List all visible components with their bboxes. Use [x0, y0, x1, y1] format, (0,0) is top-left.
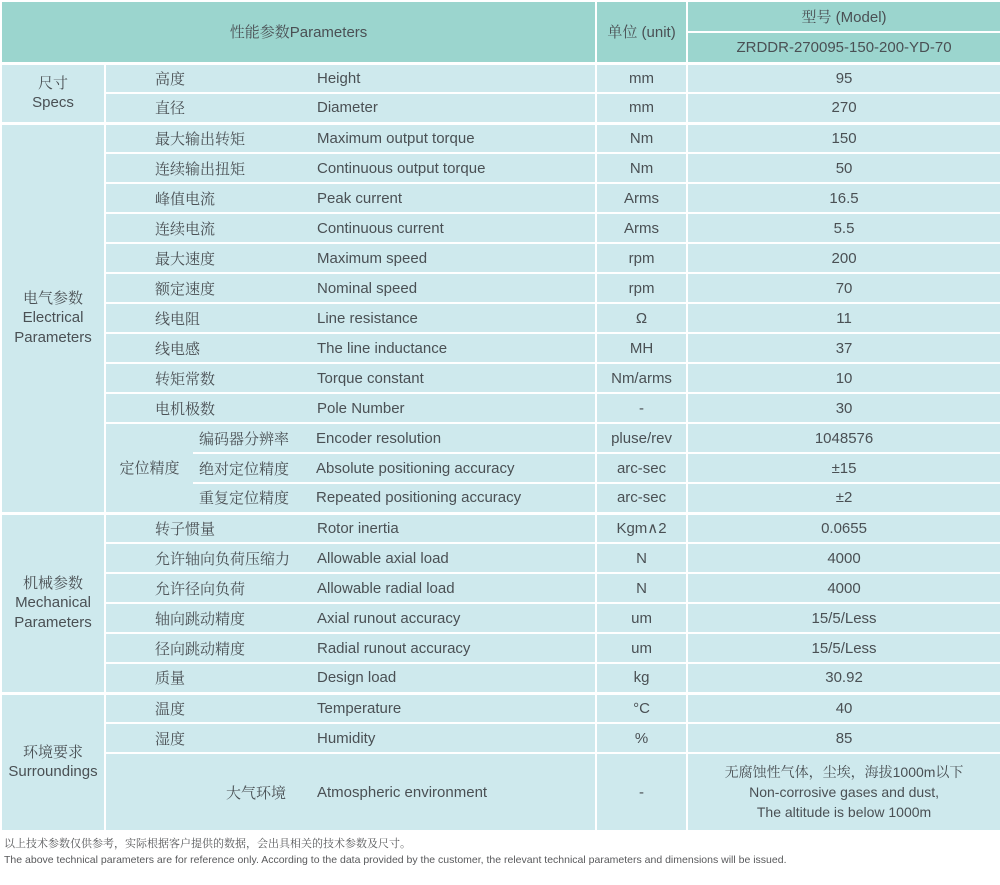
unit-cell: mm: [596, 63, 687, 93]
param-label-cn: 额定速度: [155, 280, 216, 298]
unit-cell: um: [596, 633, 687, 663]
value-cell: 270: [687, 93, 1000, 123]
unit-cell: °C: [596, 693, 687, 723]
param-label-en: Torque constant: [317, 369, 424, 387]
unit-cell: arc-sec: [596, 483, 687, 513]
value-cell: 150: [687, 123, 1000, 153]
unit-cell: Kgm∧2: [596, 513, 687, 543]
unit-cell: MH: [596, 333, 687, 363]
param-label-en: Allowable axial load: [317, 549, 449, 567]
value-cell: 200: [687, 243, 1000, 273]
model-number: ZRDDR-270095-150-200-YD-70: [687, 32, 1000, 63]
param-label-en: Diameter: [317, 99, 378, 117]
param-label-en: Continuous current: [317, 219, 444, 237]
param-label-en: Absolute positioning accuracy: [313, 453, 596, 483]
param-label-en: Temperature: [317, 699, 402, 717]
param-label-cn: 温度: [155, 700, 186, 718]
param-cell: [105, 753, 596, 831]
table-row-radial-runout-accuracy: [1, 633, 1000, 663]
unit-cell: kg: [596, 663, 687, 693]
footnote-chinese: 以上技术参数仅供参考，实际根据客户提供的数据，会出具相关的技术参数及尺寸。: [4, 838, 411, 850]
value-cell: 50: [687, 153, 1000, 183]
value-cell: 95: [687, 63, 1000, 93]
param-cell: [105, 333, 596, 363]
unit-cell: um: [596, 603, 687, 633]
table-row-diameter: [1, 93, 1000, 123]
param-label-en: Maximum output torque: [317, 129, 475, 147]
table-row-rotor-inertia: [1, 513, 1000, 543]
param-cell: [105, 393, 596, 423]
group-label-positioning-accuracy: 定位精度: [105, 423, 193, 513]
table-row-continuous-output-torque: [1, 153, 1000, 183]
param-cell: [105, 63, 596, 93]
footnotes: [0, 832, 1000, 868]
value-cell: 11: [687, 303, 1000, 333]
footnote-english: The above technical parameters are for reference only. According to the data provided by the customer, the relevant technical parameters and dimensions will be issued.: [4, 853, 787, 866]
unit-cell: pluse/rev: [596, 423, 687, 453]
table-row-line-resistance: [1, 303, 1000, 333]
table-row-pole-number: [1, 393, 1000, 423]
table-row-allowable-axial-load: [1, 543, 1000, 573]
param-label-en: Radial runout accuracy: [317, 639, 471, 657]
value-cell: ±2: [687, 483, 1000, 513]
value-cell: 10: [687, 363, 1000, 393]
value-cell: 5.5: [687, 213, 1000, 243]
unit-cell: Arms: [596, 213, 687, 243]
unit-cell: mm: [596, 93, 687, 123]
unit-cell: N: [596, 543, 687, 573]
param-label-cn: 质量: [155, 670, 186, 688]
param-label-cn: 编码器分辨率: [193, 423, 313, 453]
param-cell: [105, 363, 596, 393]
table-row-humidity: [1, 723, 1000, 753]
unit-cell: %: [596, 723, 687, 753]
param-label-cn: 最大速度: [155, 250, 216, 268]
value-cell: 4000: [687, 543, 1000, 573]
param-label-cn: 绝对定位精度: [193, 453, 313, 483]
value-cell: 15/5/Less: [687, 603, 1000, 633]
table-row-peak-current: [1, 183, 1000, 213]
param-cell: [105, 513, 596, 543]
param-label-cn: 线电感: [155, 340, 201, 358]
param-cell: [105, 303, 596, 333]
param-label-cn: 连续电流: [155, 220, 216, 238]
param-label-en: Line resistance: [317, 309, 418, 327]
param-label-cn: 大气环境: [226, 784, 287, 802]
header-parameters: 性能参数Parameters: [1, 1, 596, 63]
param-cell: [105, 603, 596, 633]
table-row-line-inductance: [1, 333, 1000, 363]
value-cell: 85: [687, 723, 1000, 753]
value-cell: 30.92: [687, 663, 1000, 693]
param-label-en: Continuous output torque: [317, 159, 486, 177]
value-cell: 40: [687, 693, 1000, 723]
param-label-en: Peak current: [317, 189, 403, 207]
param-label-cn: 重复定位精度: [193, 483, 313, 513]
param-label-en: Rotor inertia: [317, 519, 399, 537]
section-label-electrical: 电气参数 Electrical Parameters: [1, 123, 105, 513]
value-cell: 0.0655: [687, 513, 1000, 543]
value-cell: 70: [687, 273, 1000, 303]
param-label-cn: 转矩常数: [155, 370, 216, 388]
param-label-cn: 线电阻: [155, 310, 201, 328]
table-row-temperature: [1, 693, 1000, 723]
param-label-en: Humidity: [317, 729, 376, 747]
param-label-en: Nominal speed: [317, 279, 418, 297]
unit-cell: Ω: [596, 303, 687, 333]
unit-cell: Nm: [596, 123, 687, 153]
param-cell: [105, 93, 596, 123]
value-cell: 37: [687, 333, 1000, 363]
param-label-cn: 高度: [155, 70, 186, 88]
param-label-en: Encoder resolution: [313, 423, 596, 453]
unit-cell: -: [596, 753, 687, 831]
param-label-en: Maximum speed: [317, 249, 428, 267]
param-label-en: The line inductance: [317, 339, 448, 357]
value-cell: 4000: [687, 573, 1000, 603]
param-cell: [105, 243, 596, 273]
value-cell: 无腐蚀性气体，尘埃，海拔1000m以下 Non-corrosive gases and dust, The altitude is below 1000m: [687, 753, 1000, 831]
param-label-cn: 电机极数: [155, 400, 216, 418]
header-unit: 单位 (unit): [596, 1, 687, 63]
unit-cell: rpm: [596, 273, 687, 303]
unit-cell: Arms: [596, 183, 687, 213]
param-cell: [105, 183, 596, 213]
param-label-cn: 径向跳动精度: [155, 640, 246, 658]
param-label-en: Pole Number: [317, 399, 405, 417]
table-row-continuous-current: [1, 213, 1000, 243]
param-cell: [105, 633, 596, 663]
param-label-cn: 峰值电流: [155, 190, 216, 208]
table-row-atmospheric-environment: [1, 753, 1000, 831]
param-cell: [105, 543, 596, 573]
table-row-height: [1, 63, 1000, 93]
table-row-axial-runout-accuracy: [1, 603, 1000, 633]
value-cell: 15/5/Less: [687, 633, 1000, 663]
param-label-cn: 转子惯量: [155, 520, 216, 538]
param-cell: [105, 153, 596, 183]
unit-cell: Nm: [596, 153, 687, 183]
param-cell: [105, 573, 596, 603]
param-label-cn: 轴向跳动精度: [155, 610, 246, 628]
param-label-en: Atmospheric environment: [317, 783, 488, 801]
section-label-surroundings: 环境要求 Surroundings: [1, 693, 105, 831]
param-cell: [105, 663, 596, 693]
unit-cell: N: [596, 573, 687, 603]
param-cell: [105, 213, 596, 243]
param-label-cn: 连续输出扭矩: [155, 160, 246, 178]
unit-cell: -: [596, 393, 687, 423]
value-cell: 16.5: [687, 183, 1000, 213]
table-row-encoder-resolution: [1, 423, 1000, 453]
unit-cell: arc-sec: [596, 453, 687, 483]
param-label-en: Height: [317, 69, 361, 87]
header-row-1: [1, 1, 1000, 32]
section-label-specs: 尺寸 Specs: [1, 63, 105, 123]
table-row-nominal-speed: [1, 273, 1000, 303]
param-label-en: Repeated positioning accuracy: [313, 483, 596, 513]
param-cell: [105, 273, 596, 303]
param-cell: [105, 123, 596, 153]
table-row-torque-constant: [1, 363, 1000, 393]
unit-cell: rpm: [596, 243, 687, 273]
value-cell: 30: [687, 393, 1000, 423]
table-row-maximum-speed: [1, 243, 1000, 273]
param-cell: [105, 693, 596, 723]
param-label-cn: 湿度: [155, 730, 186, 748]
param-label-cn: 允许径向负荷: [155, 580, 246, 598]
param-label-en: Allowable radial load: [317, 579, 455, 597]
unit-cell: Nm/arms: [596, 363, 687, 393]
param-label-cn: 最大输出转矩: [155, 130, 246, 148]
param-label-en: Design load: [317, 669, 397, 687]
value-cell: 1048576: [687, 423, 1000, 453]
table-row-max-output-torque: [1, 123, 1000, 153]
value-cell: ±15: [687, 453, 1000, 483]
table-row-allowable-radial-load: [1, 573, 1000, 603]
table-row-design-load: [1, 663, 1000, 693]
header-model: 型号 (Model): [687, 1, 1000, 32]
section-label-mechanical: 机械参数 Mechanical Parameters: [1, 513, 105, 693]
param-label-cn: 允许轴向负荷压缩力: [155, 550, 291, 568]
param-label-en: Axial runout accuracy: [317, 609, 461, 627]
param-cell: [105, 723, 596, 753]
param-label-cn: 直径: [155, 100, 186, 118]
